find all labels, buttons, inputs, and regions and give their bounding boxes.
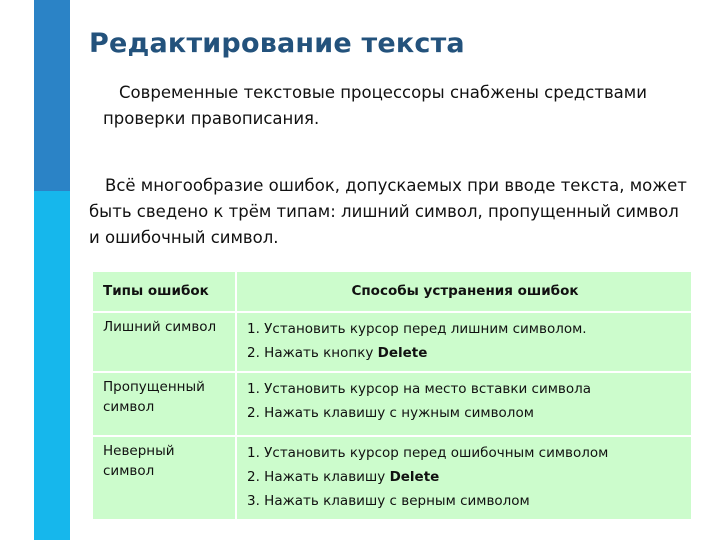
step-text: 2. Нажать кнопку Delete [247, 345, 428, 361]
header-error-types: Типы ошибок [92, 271, 236, 312]
key-name: Delete [377, 345, 428, 361]
table-header-row [92, 271, 692, 312]
step-text: 1. Установить курсор на место вставки символа [247, 381, 592, 397]
paragraph-spellcheck: Современные текстовые процессоры снабжены средствами проверки правописания. [103, 83, 647, 128]
error-type-cell: Лишний символ [92, 312, 236, 372]
error-type-cell: Пропущенный символ [92, 372, 236, 436]
header-fix-methods: Способы устранения ошибок [236, 271, 692, 312]
paragraph-error-types: Всё многообразие ошибок, допускаемых при вводе текста, может быть сведено к трём типам: лишний символ, пропущенный символ и ошибочный символ. [89, 176, 687, 247]
error-types-table [91, 270, 693, 521]
decorative-bar-top [34, 0, 70, 191]
table-row [92, 436, 692, 520]
key-name: Delete [389, 469, 440, 485]
slide-title: Редактирование текста [89, 28, 465, 59]
step-text: 1. Установить курсор перед ошибочным символом [247, 445, 609, 461]
step-text: 2. Нажать клавишу Delete [247, 469, 440, 485]
decorative-bar-bottom [34, 191, 70, 540]
fix-steps-cell [236, 372, 692, 436]
step-text: 2. Нажать клавишу с нужным символом [247, 405, 534, 421]
fix-steps-cell [236, 436, 692, 520]
fix-steps-cell [236, 312, 692, 372]
table-row [92, 312, 692, 372]
step-text: 3. Нажать клавишу с верным символом [247, 493, 530, 509]
table-row [92, 372, 692, 436]
error-type-cell: Неверный символ [92, 436, 236, 520]
step-text: 1. Установить курсор перед лишним символом. [247, 321, 587, 337]
